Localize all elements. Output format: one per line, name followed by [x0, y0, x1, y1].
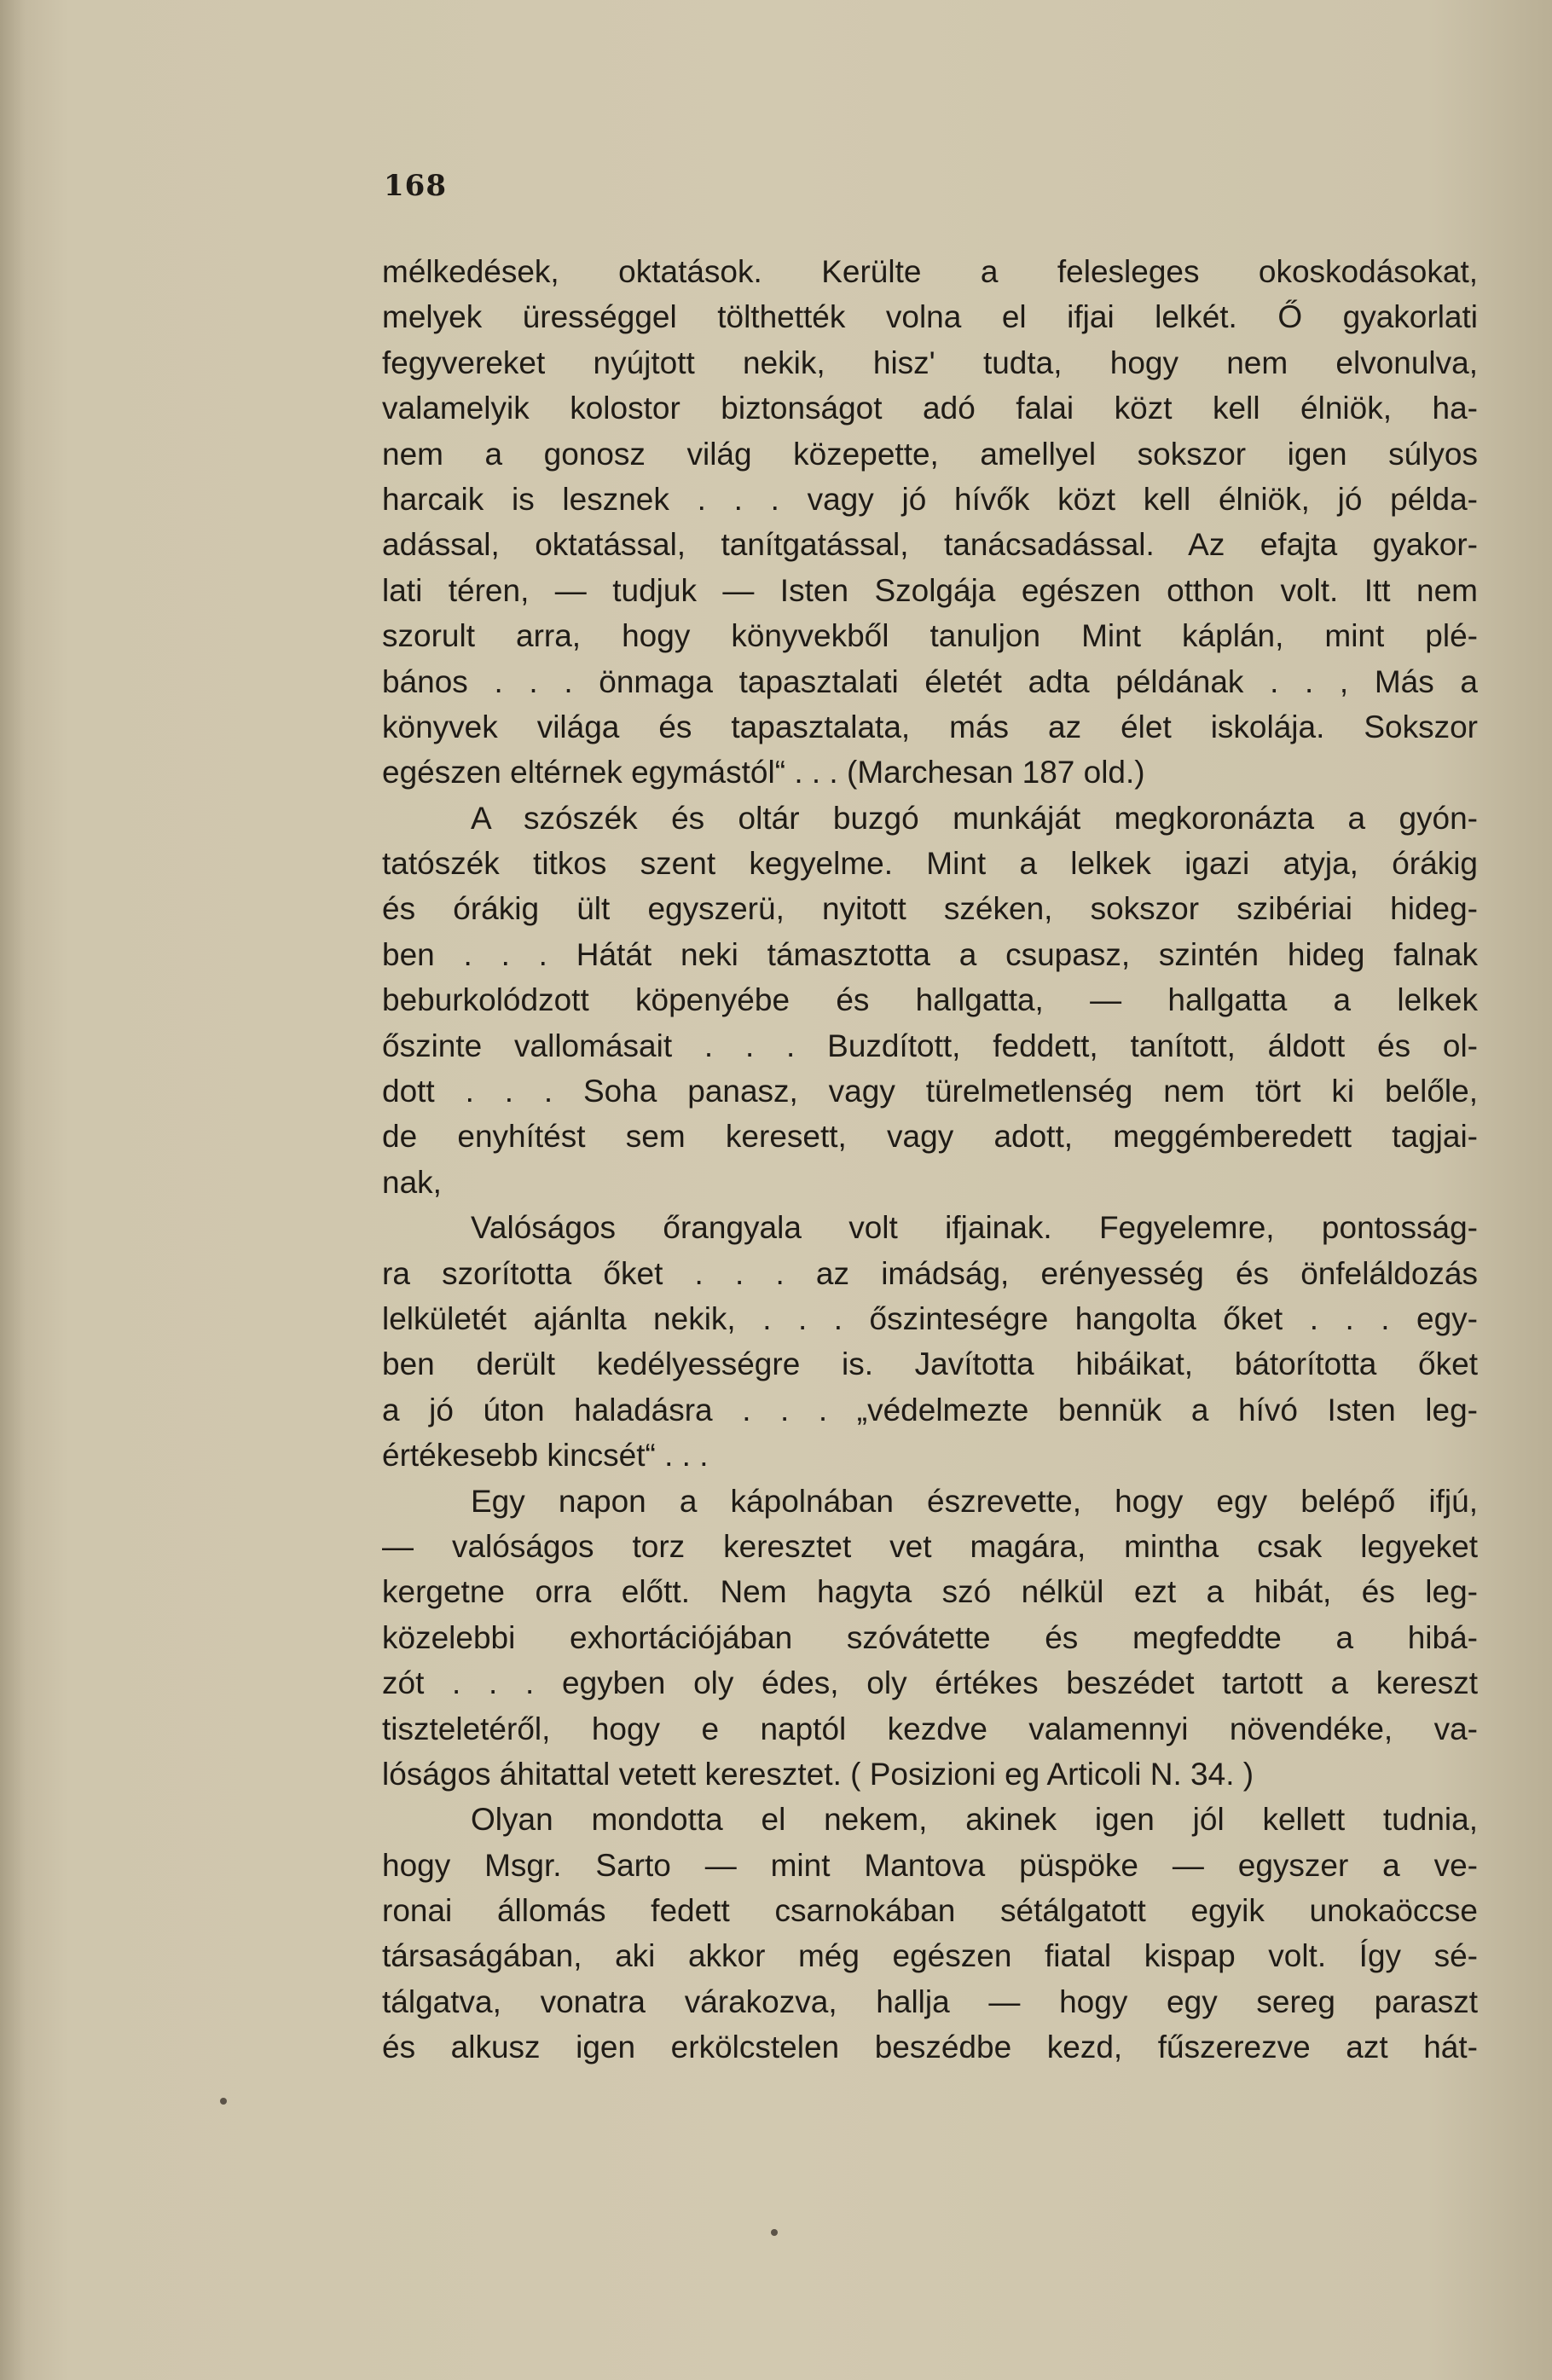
- body-text: [382, 249, 1478, 2070]
- text-line: ben . . . Hátát neki támasztotta a csupasz, szintén hideg falnak: [382, 936, 1478, 972]
- text-line: bános . . . önmaga tapasztalati életét adta példának . . , Más a: [382, 663, 1478, 699]
- text-line: lóságos áhitattal vetett keresztet. ( Posizioni eg Articoli N. 34. ): [382, 1756, 1254, 1792]
- text-line: értékesebb kincsét“ . . .: [382, 1438, 709, 1474]
- text-line: ben derült kedélyességre is. Javította hibáikat, bátorította őket: [382, 1346, 1478, 1382]
- text-line: beburkolódzott köpenyébe és hallgatta, — hallgatta a lelkek: [382, 982, 1478, 1018]
- text-line: nem a gonosz világ közepette, amellyel sokszor igen súlyos: [382, 436, 1478, 472]
- text-line: kergetne orra előtt. Nem hagyta szó nélkül ezt a hibát, és leg-: [382, 1574, 1478, 1610]
- text-line: harcaik is lesznek . . . vagy jó hívők közt kell élniök, jó példa-: [382, 481, 1478, 517]
- text-line: ra szorította őket . . . az imádság, erényesség és önfeláldozás: [382, 1255, 1478, 1291]
- text-line: adással, oktatással, tanítgatással, tanácsadással. Az efajta gyakor-: [382, 527, 1478, 563]
- paragraph-first-line: Egy napon a kápolnában észrevette, hogy egy belépő ifjú,: [471, 1483, 1478, 1519]
- text-line: szorult arra, hogy könyvekből tanuljon Mint káplán, mint plé-: [382, 618, 1478, 654]
- text-line: valamelyik kolostor biztonságot adó falai közt kell élniök, ha-: [382, 391, 1478, 426]
- paragraph-first-line: Olyan mondotta el nekem, akinek igen jól kellett tudnia,: [471, 1802, 1478, 1838]
- text-line: — valóságos torz keresztet vet magára, mintha csak legyeket: [382, 1528, 1478, 1564]
- text-line: őszinte vallomásait . . . Buzdított, feddett, tanított, áldott és ol-: [382, 1028, 1478, 1063]
- text-line: ronai állomás fedett csarnokában sétálgatott egyik unokaöccse: [382, 1893, 1478, 1929]
- text-line: mélkedések, oktatások. Kerülte a felesleges okoskodásokat,: [382, 254, 1478, 289]
- text-line: melyek ürességgel tölthették volna el ifjai lelkét. Ő gyakorlati: [382, 299, 1478, 335]
- paper-speck: [771, 2229, 778, 2236]
- text-line: a jó úton haladásra . . . „védelmezte bennük a hívó Isten leg-: [382, 1392, 1478, 1427]
- text-line: fegyvereket nyújtott nekik, hisz' tudta, hogy nem elvonulva,: [382, 345, 1478, 380]
- paper-speck: [220, 2098, 227, 2105]
- text-line: de enyhítést sem keresett, vagy adott, meggémberedett tagjai-: [382, 1119, 1478, 1155]
- text-line: tálgatva, vonatra várakozva, hallja — hogy egy sereg paraszt: [382, 1983, 1478, 2019]
- text-line: zót . . . egyben oly édes, oly értékes beszédet tartott a kereszt: [382, 1665, 1478, 1701]
- text-line: hogy Msgr. Sarto — mint Mantova püspöke — egyszer a ve-: [382, 1847, 1478, 1883]
- text-line: tatószék titkos szent kegyelme. Mint a lelkek igazi atyja, órákig: [382, 846, 1478, 882]
- text-line: közelebbi exhortációjában szóvátette és megfeddte a hibá-: [382, 1619, 1478, 1655]
- page-number: 168: [384, 169, 447, 203]
- text-line: és órákig ült egyszerü, nyitott széken, sokszor szibériai hideg-: [382, 891, 1478, 927]
- text-line: könyvek világa és tapasztalata, más az élet iskolája. Sokszor: [382, 709, 1478, 744]
- paragraph-first-line: A szószék és oltár buzgó munkáját megkoronázta a gyón-: [471, 800, 1478, 836]
- text-line: dott . . . Soha panasz, vagy türelmetlenség nem tört ki belőle,: [382, 1074, 1478, 1109]
- text-line: lati téren, — tudjuk — Isten Szolgája egészen otthon volt. Itt nem: [382, 572, 1478, 608]
- text-line: lelkületét ajánlta nekik, . . . őszinteségre hangolta őket . . . egy-: [382, 1300, 1478, 1336]
- text-line: nak,: [382, 1164, 442, 1200]
- text-line: és alkusz igen erkölcstelen beszédbe kezd, fűszerezve azt hát-: [382, 2030, 1478, 2065]
- text-line: tiszteletéről, hogy e naptól kezdve valamennyi növendéke, va-: [382, 1711, 1478, 1746]
- text-line: társaságában, aki akkor még egészen fiatal kispap volt. Így sé-: [382, 1938, 1478, 1974]
- text-line: egészen eltérnek egymástól“ . . . (Marchesan 187 old.): [382, 755, 1145, 790]
- paragraph-first-line: Valóságos őrangyala volt ifjainak. Fegyelemre, pontosság-: [471, 1210, 1478, 1246]
